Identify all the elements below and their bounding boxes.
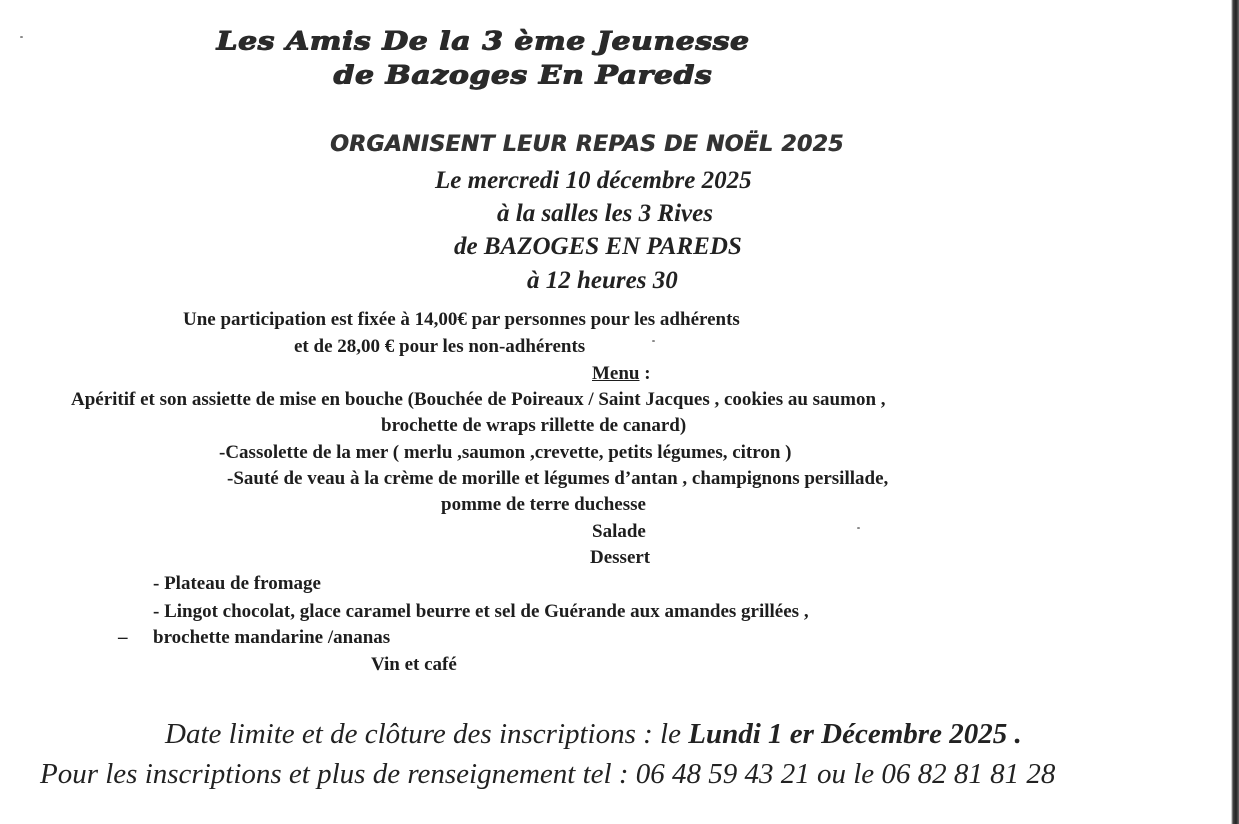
scan-edge [1231, 0, 1239, 824]
scan-speck [20, 36, 23, 38]
deadline-prefix: Date limite et de clôture des inscriptions : le [165, 718, 689, 750]
menu-aperitif-line-1: Apéritif et son assiette de mise en bouche (Bouchée de Poireaux / Saint Jacques , cookies au saumon , [71, 389, 886, 410]
menu-starter: -Cassolette de la mer ( merlu ,saumon ,crevette, petits légumes, citron ) [219, 442, 792, 463]
menu-label-colon: : [639, 363, 651, 384]
title-line-1: Les Amis De la 3 ème Jeunesse [216, 26, 750, 56]
event-date: Le mercredi 10 décembre 2025 [435, 167, 752, 194]
menu-dash: – [118, 627, 128, 648]
menu-aperitif-line-2: brochette de wraps rillette de canard) [381, 415, 687, 436]
deadline [165, 718, 1022, 751]
event-town: de BAZOGES EN PAREDS [454, 233, 742, 260]
menu-cheese: - Plateau de fromage [153, 573, 321, 594]
menu-dessert-detail: - Lingot chocolat, glace caramel beurre et sel de Guérande aux amandes grillées , [153, 601, 809, 622]
menu-dessert: Dessert [590, 547, 651, 568]
scan-speck [652, 340, 655, 342]
event-venue: à la salles les 3 Rives [497, 200, 713, 227]
menu-drinks: Vin et café [371, 654, 457, 675]
menu-main-line-2: pomme de terre duchesse [441, 494, 646, 515]
scan-speck [857, 527, 860, 529]
menu-label: Menu [592, 363, 640, 384]
menu-skewer: brochette mandarine /ananas [153, 627, 391, 648]
event-heading: ORGANISENT LEUR REPAS DE NOËL 2025 [330, 132, 844, 157]
menu-main-line-1: -Sauté de veau à la crème de morille et légumes d’antan , champignons persillade, [227, 468, 889, 489]
event-time: à 12 heures 30 [527, 267, 678, 294]
menu-salad: Salade [592, 521, 646, 542]
menu-heading [592, 363, 651, 385]
contact-line: Pour les inscriptions et plus de renseignement tel : 06 48 59 43 21 ou le 06 82 81 81 28 [40, 758, 1056, 790]
price-non-members: et de 28,00 € pour les non-adhérents [294, 336, 586, 357]
price-members: Une participation est fixée à 14,00€ par personnes pour les adhérents [183, 309, 740, 330]
title-line-2: de Bazoges En Pareds [333, 60, 712, 90]
deadline-date: Lundi 1 er Décembre 2025 . [688, 718, 1022, 750]
